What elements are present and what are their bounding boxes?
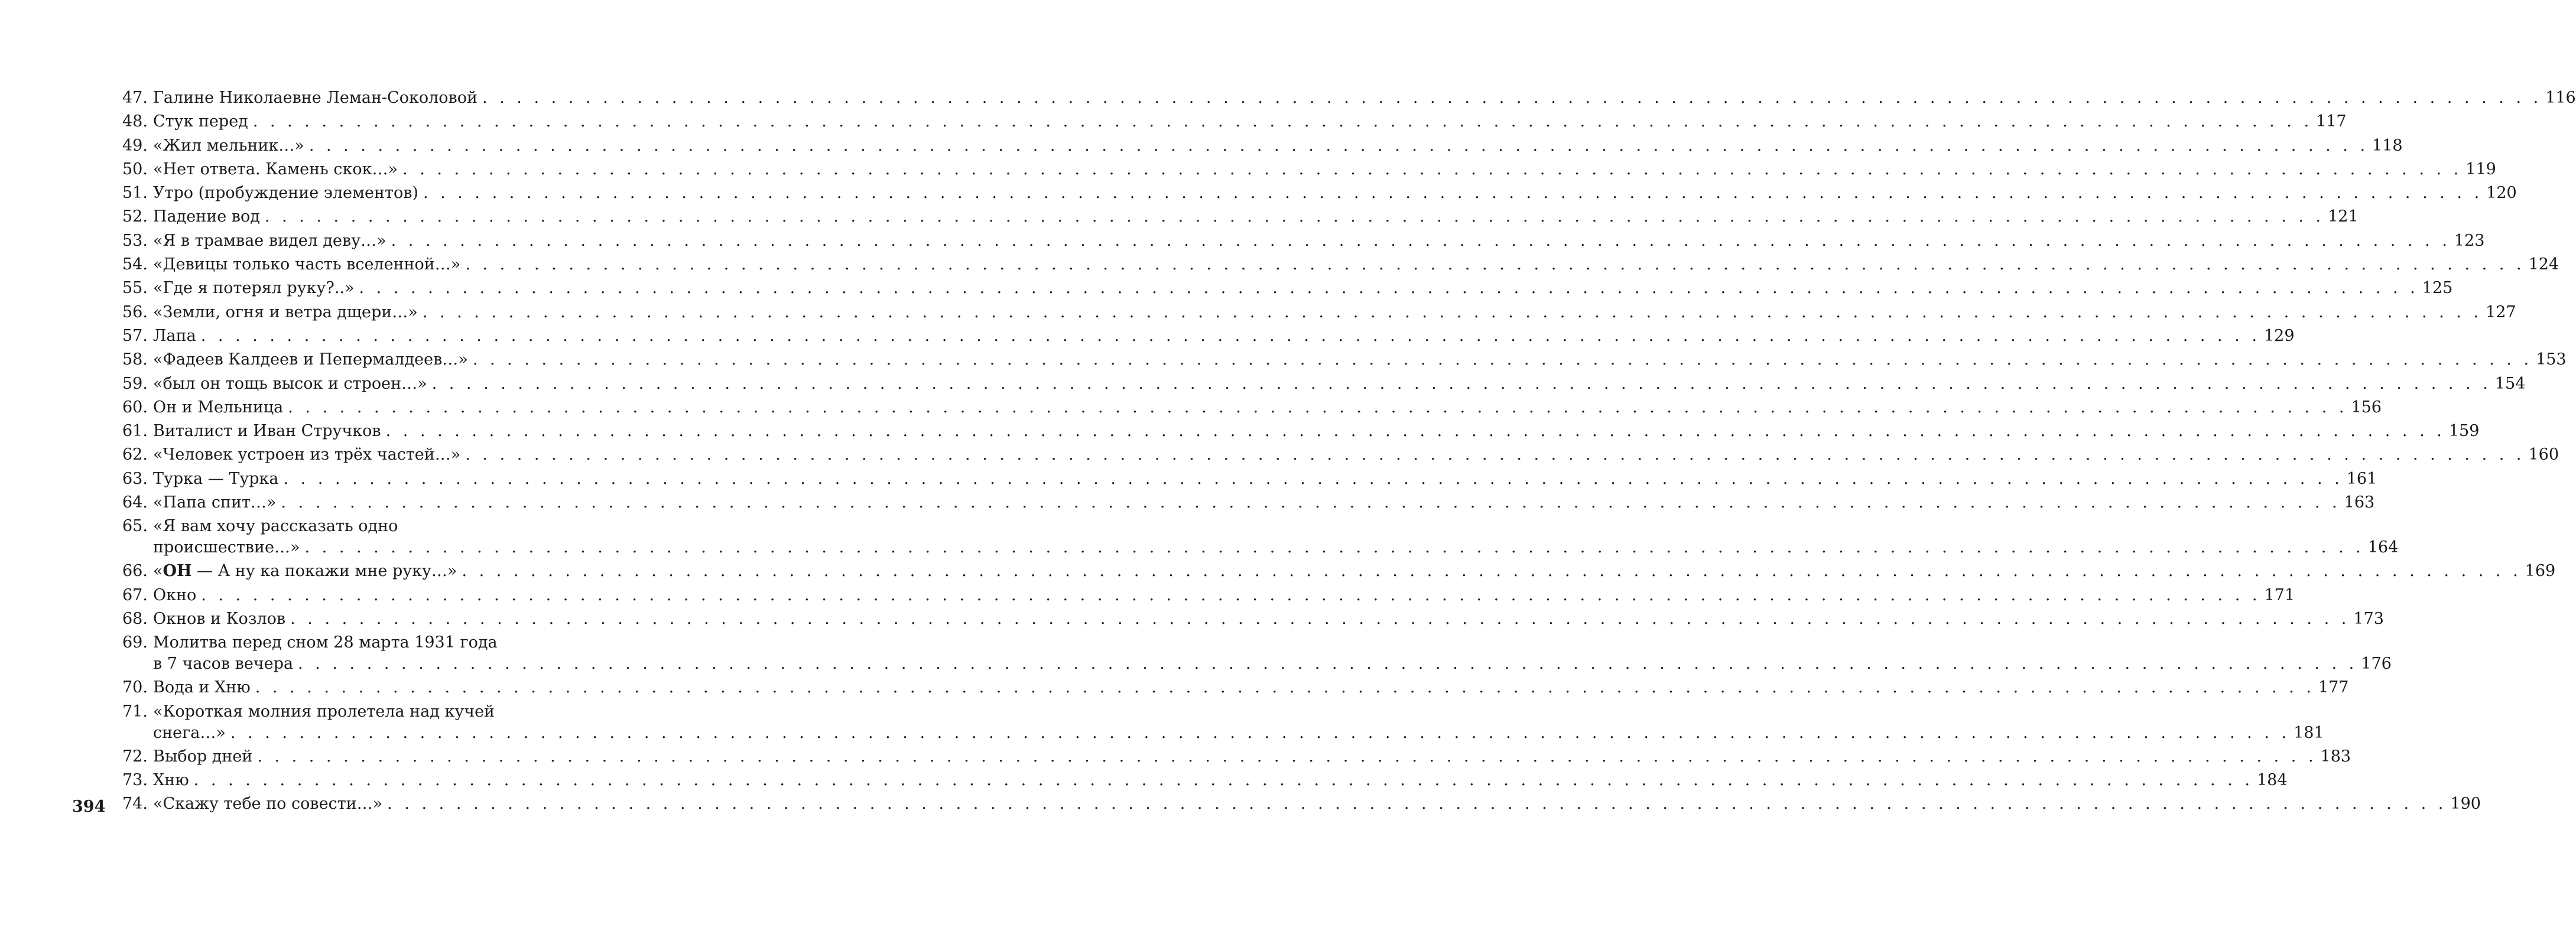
entry-body [153,158,2496,181]
toc-entry [122,372,2526,396]
entry-body [153,253,2559,276]
entry-page: 116 [2545,89,2576,107]
entry-page: 183 [2320,747,2351,766]
entry-number: 66. [122,562,148,581]
entry-page: 176 [2361,655,2392,673]
dot-leader: . . . . . . . . . . . . . . . . . . . . . . . . . . . . . . . . . . . . . . . . . . . . . . . . . . . . . . . . . . . . . . . . . . . . . . . . . . . . . . . . . . . . . . . . . . . . . . . . . . . . . . . . . . . . . . . . . . . . . . . . [200,326,2260,345]
entry-title: происшествие…» [153,538,300,557]
entry-line [153,110,2347,134]
entry-line [153,348,2567,372]
dot-leader: . . . . . . . . . . . . . . . . . . . . . . . . . . . . . . . . . . . . . . . . . . . . . . . . . . . . . . . . . . . . . . . . . . . . . . . . . . . . . . . . . . . . . . . . . . . . . . . . . . . . . . . . . . . . . . . . . . . . . . . . [391,231,2451,250]
dot-leader: . . . . . . . . . . . . . . . . . . . . . . . . . . . . . . . . . . . . . . . . . . . . . . . . . . . . . . . . . . . . . . . . . . . . . . . . . . . . . . . . . . . . . . . . . . . . . . . . . . . . . . . . . . . . . . . . . . . . . . . . [255,678,2315,697]
entry-page: 117 [2316,112,2347,131]
entry-page: 159 [2448,422,2480,441]
entry-line [153,443,2559,467]
entry-number: 52. [122,207,148,226]
entry-body [153,372,2526,396]
entry-title: снега…» [153,723,226,742]
entry-title: Окно [153,585,197,604]
entry-line [153,181,2517,205]
dot-leader: . . . . . . . . . . . . . . . . . . . . . . . . . . . . . . . . . . . . . . . . . . . . . . . . . . . . . . . . . . . . . . . . . . . . . . . . . . . . . . . . . . . . . . . . . . . . . . . . . . . . . . . . . . . . . . . . . . . . . . . . [385,422,2445,441]
entry-page: 124 [2528,255,2559,274]
title-bold: ОН [163,562,192,581]
entry-number: 72. [122,747,148,766]
entry-title: Выбор дней [153,747,253,766]
entry-page: 161 [2346,469,2377,488]
dot-leader: . . . . . . . . . . . . . . . . . . . . . . . . . . . . . . . . . . . . . . . . . . . . . . . . . . . . . . . . . . . . . . . . . . . . . . . . . . . . . . . . . . . . . . . . . . . . . . . . . . . . . . . . . . . . . . . . . . . . . . . . [230,723,2291,742]
entry-page: 119 [2465,160,2496,178]
dot-leader: . . . . . . . . . . . . . . . . . . . . . . . . . . . . . . . . . . . . . . . . . . . . . . . . . . . . . . . . . . . . . . . . . . . . . . . . . . . . . . . . . . . . . . . . . . . . . . . . . . . . . . . . . . . . . . . . . . . . . . . . [304,538,2364,557]
entry-title: Вода и Хню [153,678,251,697]
entry-page: 190 [2450,795,2481,813]
toc-entry [122,443,2559,467]
entry-line [153,158,2496,181]
entry-title: «Фадеев Калдеев и Пепермалдеев…» [153,350,468,369]
entry-number: 57. [122,326,148,345]
entry-page: 177 [2318,678,2349,697]
entry-number: 68. [122,609,148,628]
entry-title: «Жил мельник…» [153,136,304,155]
entry-number: 67. [122,585,148,604]
entry-page: 169 [2525,562,2556,581]
entry-line [153,491,2375,515]
entry-line [153,769,2288,792]
dot-leader: . . . . . . . . . . . . . . . . . . . . . . . . . . . . . . . . . . . . . . . . . . . . . . . . . . . . . . . . . . . . . . . . . . . . . . . . . . . . . . . . . . . . . . . . . . . . . . . . . . . . . . . . . . . . . . . . . . . . . . . . [462,562,2522,581]
entry-number: 71. [122,702,148,721]
entry-page: 121 [2328,207,2359,226]
dot-leader: . . . . . . . . . . . . . . . . . . . . . . . . . . . . . . . . . . . . . . . . . . . . . . . . . . . . . . . . . . . . . . . . . . . . . . . . . . . . . . . . . . . . . . . . . . . . . . . . . . . . . . . . . . . . . . . . . . . . . . . . [298,655,2358,673]
entry-line [153,324,2295,348]
dot-leader: . . . . . . . . . . . . . . . . . . . . . . . . . . . . . . . . . . . . . . . . . . . . . . . . . . . . . . . . . . . . . . . . . . . . . . . . . . . . . . . . . . . . . . . . . . . . . . . . . . . . . . . . . . . . . . . . . . . . . . . . [283,469,2343,488]
toc-entry [122,584,2295,607]
entry-line [153,396,2382,419]
entry-body [153,276,2453,300]
dot-leader: . . . . . . . . . . . . . . . . . . . . . . . . . . . . . . . . . . . . . . . . . . . . . . . . . . . . . . . . . . . . . . . . . . . . . . . . . . . . . . . . . . . . . . . . . . . . . . . . . . . . . . . . . . . . . . . . . . . . . . . . [252,112,2313,131]
entry-title: «Где я потерял руку?..» [153,279,355,298]
dot-leader: . . . . . . . . . . . . . . . . . . . . . . . . . . . . . . . . . . . . . . . . . . . . . . . . . . . . . . . . . . . . . . . . . . . . . . . . . . . . . . . . . . . . . . . . . . . . . . . . . . . . . . . . . . . . . . . . . . . . . . . . [465,445,2525,464]
entry-title: Окнов и Козлов [153,609,286,628]
entry-page: 163 [2344,493,2375,512]
entry-body [153,559,2556,583]
entry-line [153,723,2324,744]
entry-number: 54. [122,255,148,274]
entry-body [153,701,2324,744]
entry-line [153,584,2295,607]
entry-number: 60. [122,398,148,416]
entry-number: 69. [122,633,148,652]
dot-leader: . . . . . . . . . . . . . . . . . . . . . . . . . . . . . . . . . . . . . . . . . . . . . . . . . . . . . . . . . . . . . . . . . . . . . . . . . . . . . . . . . . . . . . . . . . . . . . . . . . . . . . . . . . . . . . . . . . . . . . . . [288,398,2348,416]
entry-title: «был он тощь высок и строен…» [153,374,427,393]
toc-entry [122,276,2453,300]
entry-body [153,443,2559,467]
entry-page: 160 [2528,445,2559,464]
entry-body [153,491,2375,515]
dot-leader: . . . . . . . . . . . . . . . . . . . . . . . . . . . . . . . . . . . . . . . . . . . . . . . . . . . . . . . . . . . . . . . . . . . . . . . . . . . . . . . . . . . . . . . . . . . . . . . . . . . . . . . . . . . . . . . . . . . . . . . . [290,609,2350,628]
toc-entry [122,86,2576,110]
entry-line [153,467,2377,491]
entry-body [153,110,2347,134]
toc-entry [122,792,2481,816]
entry-number: 62. [122,445,148,464]
entry-page: 154 [2494,374,2526,393]
entry-number: 58. [122,350,148,369]
entry-line [153,419,2480,443]
entry-number: 50. [122,160,148,178]
entry-title: «Папа спит…» [153,493,277,512]
toc-entry [122,396,2382,419]
entry-line [153,253,2559,276]
entry-body [153,607,2384,631]
entry-number: 53. [122,231,148,250]
entry-body [153,181,2517,205]
entry-number: 70. [122,678,148,697]
entry-title: Хню [153,770,189,789]
entry-page: 129 [2263,326,2295,345]
entry-page: 123 [2454,231,2485,250]
entry-title: Галине Николаевне Леман-Соколовой [153,89,477,107]
entry-page: 118 [2372,136,2403,155]
entry-body [153,205,2359,229]
entry-number: 73. [122,770,148,789]
entry-number: 49. [122,136,148,155]
entry-body [153,584,2295,607]
toc-entry [122,229,2485,253]
entry-body [153,348,2567,372]
toc-entry [122,516,2399,558]
toc-entry [122,158,2496,181]
toc-entry [122,676,2349,699]
entry-page: 184 [2256,770,2288,789]
toc-entry [122,701,2324,744]
dot-leader: . . . . . . . . . . . . . . . . . . . . . . . . . . . . . . . . . . . . . . . . . . . . . . . . . . . . . . . . . . . . . . . . . . . . . . . . . . . . . . . . . . . . . . . . . . . . . . . . . . . . . . . . . . . . . . . . . . . . . . . . [308,136,2369,155]
entry-line [153,276,2453,300]
entry-number: 51. [122,184,148,203]
entry-body [153,301,2516,324]
entry-page: 127 [2486,302,2516,321]
entry-body [153,324,2295,348]
dot-leader: . . . . . . . . . . . . . . . . . . . . . . . . . . . . . . . . . . . . . . . . . . . . . . . . . . . . . . . . . . . . . . . . . . . . . . . . . . . . . . . . . . . . . . . . . . . . . . . . . . . . . . . . . . . . . . . . . . . . . . . . [281,493,2341,512]
entry-title-line: «Я вам хочу рассказать одно [153,517,398,536]
entry-line [153,745,2351,769]
toc-entry [122,419,2480,443]
dot-leader: . . . . . . . . . . . . . . . . . . . . . . . . . . . . . . . . . . . . . . . . . . . . . . . . . . . . . . . . . . . . . . . . . . . . . . . . . . . . . . . . . . . . . . . . . . . . . . . . . . . . . . . . . . . . . . . . . . . . . . . . [465,255,2525,274]
entry-title: Утро (пробуждение элементов) [153,184,418,203]
entry-line [153,676,2349,699]
page-number: 394 [72,798,106,816]
entry-title: Он и Мельница [153,398,284,416]
entry-page: 153 [2536,350,2567,369]
dot-leader: . . . . . . . . . . . . . . . . . . . . . . . . . . . . . . . . . . . . . . . . . . . . . . . . . . . . . . . . . . . . . . . . . . . . . . . . . . . . . . . . . . . . . . . . . . . . . . . . . . . . . . . . . . . . . . . . . . . . . . . . [193,770,2253,789]
entry-body [153,134,2403,158]
entry-page: 181 [2294,723,2324,742]
dot-leader: . . . . . . . . . . . . . . . . . . . . . . . . . . . . . . . . . . . . . . . . . . . . . . . . . . . . . . . . . . . . . . . . . . . . . . . . . . . . . . . . . . . . . . . . . . . . . . . . . . . . . . . . . . . . . . . . . . . . . . . . [264,207,2325,226]
toc-entry [122,769,2288,792]
entry-number: 65. [122,517,148,536]
entry-body [153,467,2377,491]
entry-page: 173 [2353,609,2384,628]
entry-number: 64. [122,493,148,512]
entry-line [153,86,2576,110]
toc-entry [122,301,2516,324]
entry-title: «Человек устроен из трёх частей…» [153,445,461,464]
dot-leader: . . . . . . . . . . . . . . . . . . . . . . . . . . . . . . . . . . . . . . . . . . . . . . . . . . . . . . . . . . . . . . . . . . . . . . . . . . . . . . . . . . . . . . . . . . . . . . . . . . . . . . . . . . . . . . . . . . . . . . . . [359,279,2419,298]
entry-body [153,745,2351,769]
entry-title: «Скажу тебе по совести…» [153,795,383,813]
title-rest: — А ну ка покажи мне руку…» [191,562,457,581]
entry-page: 164 [2367,538,2399,557]
entry-line [153,653,2392,675]
toc-entry [122,205,2359,229]
entry-line [153,372,2526,396]
entry-page: 171 [2264,585,2295,604]
toc-entry [122,134,2403,158]
toc-entry [122,181,2517,205]
entry-title-line: Молитва перед сном 28 марта 1931 года [153,633,498,652]
toc-entry [122,632,2392,675]
toc-entry [122,110,2347,134]
dot-leader: . . . . . . . . . . . . . . . . . . . . . . . . . . . . . . . . . . . . . . . . . . . . . . . . . . . . . . . . . . . . . . . . . . . . . . . . . . . . . . . . . . . . . . . . . . . . . . . . . . . . . . . . . . . . . . . . . . . . . . . . [482,89,2542,107]
toc-entry [122,491,2375,515]
entry-title: Турка — Турка [153,469,279,488]
toc-entry [122,559,2556,583]
entry-body [153,419,2480,443]
entry-title: в 7 часов вечера [153,655,294,673]
entry-title: Виталист и Иван Стручков [153,422,381,441]
entry-line [153,229,2485,253]
entry-number: 63. [122,469,148,488]
entry-line [153,134,2403,158]
entry-line [153,792,2481,816]
title-open-quote: « [153,562,163,581]
entry-number: 56. [122,302,148,321]
dot-leader: . . . . . . . . . . . . . . . . . . . . . . . . . . . . . . . . . . . . . . . . . . . . . . . . . . . . . . . . . . . . . . . . . . . . . . . . . . . . . . . . . . . . . . . . . . . . . . . . . . . . . . . . . . . . . . . . . . . . . . . . [422,302,2483,321]
entry-title [153,559,457,583]
entry-body [153,396,2382,419]
entry-body [153,632,2392,675]
dot-leader: . . . . . . . . . . . . . . . . . . . . . . . . . . . . . . . . . . . . . . . . . . . . . . . . . . . . . . . . . . . . . . . . . . . . . . . . . . . . . . . . . . . . . . . . . . . . . . . . . . . . . . . . . . . . . . . . . . . . . . . . [423,184,2483,203]
entry-page: 120 [2486,184,2517,203]
dot-leader: . . . . . . . . . . . . . . . . . . . . . . . . . . . . . . . . . . . . . . . . . . . . . . . . . . . . . . . . . . . . . . . . . . . . . . . . . . . . . . . . . . . . . . . . . . . . . . . . . . . . . . . . . . . . . . . . . . . . . . . . [201,585,2261,604]
entry-title: Стук перед [153,112,248,131]
toc-entry [122,467,2377,491]
table-of-contents [122,86,2576,816]
toc-entry [122,607,2384,631]
entry-number: 61. [122,422,148,441]
entry-title: Лапа [153,326,196,345]
entry-number: 55. [122,279,148,298]
entry-body [153,769,2288,792]
entry-title: «Я в трамвае видел деву…» [153,231,386,250]
entry-page: 156 [2351,398,2382,416]
dot-leader: . . . . . . . . . . . . . . . . . . . . . . . . . . . . . . . . . . . . . . . . . . . . . . . . . . . . . . . . . . . . . . . . . . . . . . . . . . . . . . . . . . . . . . . . . . . . . . . . . . . . . . . . . . . . . . . . . . . . . . . . [431,374,2491,393]
entry-body [153,516,2399,558]
entry-page: 125 [2422,279,2453,298]
entry-title: Падение вод [153,207,260,226]
dot-leader: . . . . . . . . . . . . . . . . . . . . . . . . . . . . . . . . . . . . . . . . . . . . . . . . . . . . . . . . . . . . . . . . . . . . . . . . . . . . . . . . . . . . . . . . . . . . . . . . . . . . . . . . . . . . . . . . . . . . . . . . [387,795,2447,813]
dot-leader: . . . . . . . . . . . . . . . . . . . . . . . . . . . . . . . . . . . . . . . . . . . . . . . . . . . . . . . . . . . . . . . . . . . . . . . . . . . . . . . . . . . . . . . . . . . . . . . . . . . . . . . . . . . . . . . . . . . . . . . . [402,160,2463,178]
entry-body [153,86,2576,110]
dot-leader: . . . . . . . . . . . . . . . . . . . . . . . . . . . . . . . . . . . . . . . . . . . . . . . . . . . . . . . . . . . . . . . . . . . . . . . . . . . . . . . . . . . . . . . . . . . . . . . . . . . . . . . . . . . . . . . . . . . . . . . . [472,350,2533,369]
entry-number: 48. [122,112,148,131]
entry-body [153,229,2485,253]
entry-body [153,792,2481,816]
entry-line [153,559,2556,583]
entry-line [153,607,2384,631]
entry-body [153,676,2349,699]
entry-line [153,537,2399,558]
toc-entry [122,253,2559,276]
entry-line [153,301,2516,324]
entry-title: «Девицы только часть вселенной…» [153,255,461,274]
entry-number: 47. [122,89,148,107]
entry-title-line: «Короткая молния пролетела над кучей [153,702,495,721]
toc-entry [122,324,2295,348]
entry-line [153,205,2359,229]
toc-entry [122,745,2351,769]
entry-title: «Нет ответа. Камень скок…» [153,160,398,178]
toc-entry [122,348,2567,372]
entry-title: «Земли, огня и ветра дщери…» [153,302,418,321]
entry-number: 74. [122,795,148,813]
entry-number: 59. [122,374,148,393]
dot-leader: . . . . . . . . . . . . . . . . . . . . . . . . . . . . . . . . . . . . . . . . . . . . . . . . . . . . . . . . . . . . . . . . . . . . . . . . . . . . . . . . . . . . . . . . . . . . . . . . . . . . . . . . . . . . . . . . . . . . . . . . [257,747,2317,766]
